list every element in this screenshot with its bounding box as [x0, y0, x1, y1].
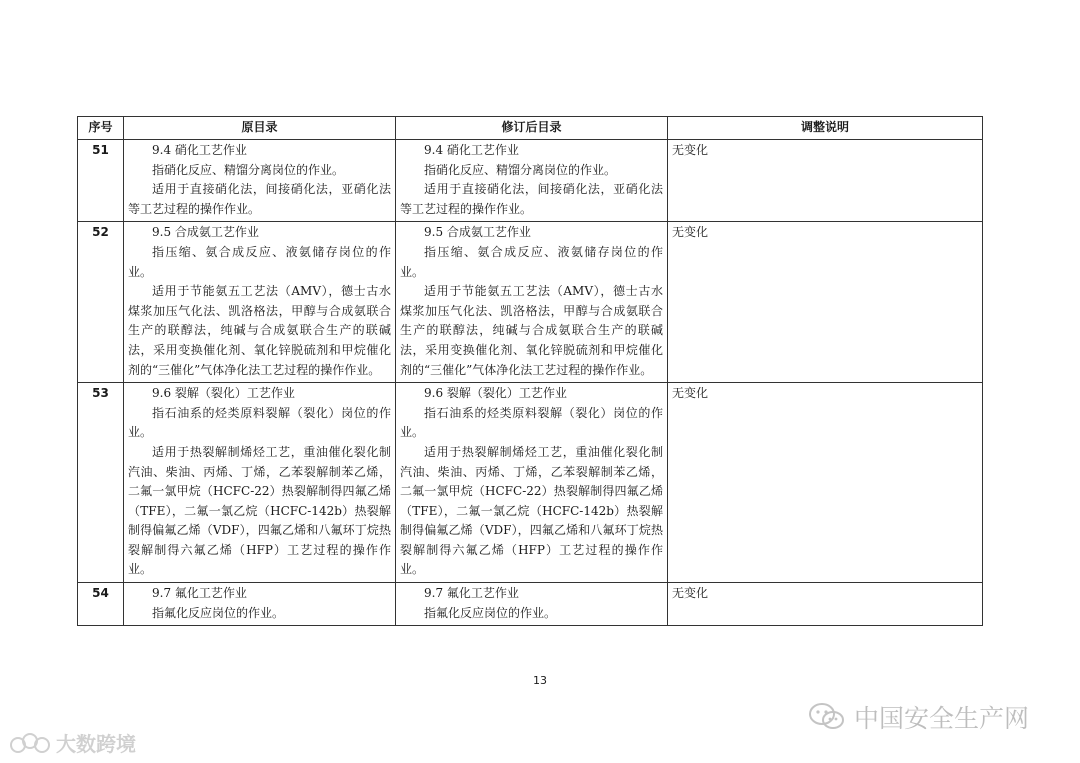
wechat-icon	[808, 701, 846, 733]
header-revised: 修订后目录	[396, 117, 668, 140]
paragraph: 9.6 裂解（裂化）工艺作业	[152, 386, 295, 401]
watermark-right-text: 中国安全生产网	[854, 704, 1030, 733]
table-row	[78, 383, 983, 583]
original-cell	[124, 583, 396, 626]
paragraph: 适用于直接硝化法，间接硝化法，亚硝化法等工艺过程的操作作业。	[128, 182, 391, 216]
note-cell: 无变化	[668, 383, 983, 583]
paragraph: 9.5 合成氨工艺作业	[424, 225, 531, 240]
revised-cell	[396, 222, 668, 383]
note-cell: 无变化	[668, 222, 983, 383]
watermark-left-text: 大数跨境	[56, 732, 136, 756]
paragraph: 9.7 氟化工艺作业	[152, 586, 247, 601]
table-row	[78, 583, 983, 626]
row-number: 52	[78, 222, 124, 383]
table-row	[78, 222, 983, 383]
brand-logo-icon	[10, 731, 52, 755]
note-cell: 无变化	[668, 583, 983, 626]
row-number: 53	[78, 383, 124, 583]
paragraph: 适用于热裂解制烯烃工艺，重油催化裂化制汽油、柴油、丙烯、丁烯，乙苯裂解制苯乙烯，二氟一氯甲烷（HCFC-22）热裂解制得四氟乙烯（TFE），二氟一氯乙烷（HCFC-142b）热裂解制得偏氟乙烯（VDF），四氟乙烯和八氟环丁烷热裂解制得六氟乙烯（HFP）工艺过程的操作作业。	[128, 444, 391, 577]
paragraph: 9.6 裂解（裂化）工艺作业	[424, 386, 567, 401]
note-cell: 无变化	[668, 140, 983, 222]
paragraph: 指压缩、氨合成反应、液氨储存岗位的作业。	[128, 244, 391, 279]
paragraph: 适用于节能氨五工艺法（AMV），德士古水煤浆加压气化法、凯洛格法，甲醇与合成氨联合生产的联醇法，纯碱与合成氨联合生产的联碱法，采用变换催化剂、氧化锌脱硫剂和甲烷催化剂的“三催化”气体净化法工艺过程的操作作业。	[128, 284, 391, 377]
paragraph: 指氟化反应岗位的作业。	[152, 605, 285, 620]
header-row	[78, 117, 983, 140]
original-cell	[124, 222, 396, 383]
header-original: 原目录	[124, 117, 396, 140]
paragraph: 9.4 硝化工艺作业	[424, 143, 519, 157]
paragraph: 指石油系的烃类原料裂解（裂化）岗位的作业。	[128, 405, 391, 440]
paragraph: 适用于直接硝化法，间接硝化法，亚硝化法等工艺过程的操作作业。	[400, 182, 663, 216]
paragraph: 9.7 氟化工艺作业	[424, 586, 519, 601]
paragraph: 指石油系的烃类原料裂解（裂化）岗位的作业。	[400, 405, 663, 440]
paragraph: 指硝化反应、精馏分离岗位的作业。	[424, 162, 617, 177]
revised-cell	[396, 140, 668, 222]
header-note: 调整说明	[668, 117, 983, 140]
watermark-left	[10, 728, 136, 757]
paragraph: 指压缩、氨合成反应、液氨储存岗位的作业。	[400, 244, 663, 279]
original-cell	[124, 140, 396, 222]
header-seq: 序号	[78, 117, 124, 140]
revised-cell	[396, 583, 668, 626]
paragraph: 指氟化反应岗位的作业。	[424, 605, 557, 620]
paragraph: 9.4 硝化工艺作业	[152, 143, 247, 157]
row-number: 54	[78, 583, 124, 626]
paragraph: 适用于节能氨五工艺法（AMV），德士古水煤浆加压气化法、凯洛格法，甲醇与合成氨联合生产的联醇法，纯碱与合成氨联合生产的联碱法，采用变换催化剂、氧化锌脱硫剂和甲烷催化剂的“三催化”气体净化法工艺过程的操作作业。	[400, 284, 663, 377]
original-cell	[124, 383, 396, 583]
revised-cell	[396, 383, 668, 583]
page-number: 13	[533, 674, 547, 687]
table-row	[78, 140, 983, 222]
paragraph: 指硝化反应、精馏分离岗位的作业。	[152, 162, 345, 177]
row-number: 51	[78, 140, 124, 222]
paragraph: 9.5 合成氨工艺作业	[152, 225, 259, 240]
watermark-right	[808, 699, 1029, 735]
revision-table	[77, 116, 983, 626]
paragraph: 适用于热裂解制烯烃工艺，重油催化裂化制汽油、柴油、丙烯、丁烯，乙苯裂解制苯乙烯，二氟一氯甲烷（HCFC-22）热裂解制得四氟乙烯（TFE），二氟一氯乙烷（HCFC-142b）热裂解制得偏氟乙烯（VDF），四氟乙烯和八氟环丁烷热裂解制得六氟乙烯（HFP）工艺过程的操作作业。	[400, 444, 663, 577]
